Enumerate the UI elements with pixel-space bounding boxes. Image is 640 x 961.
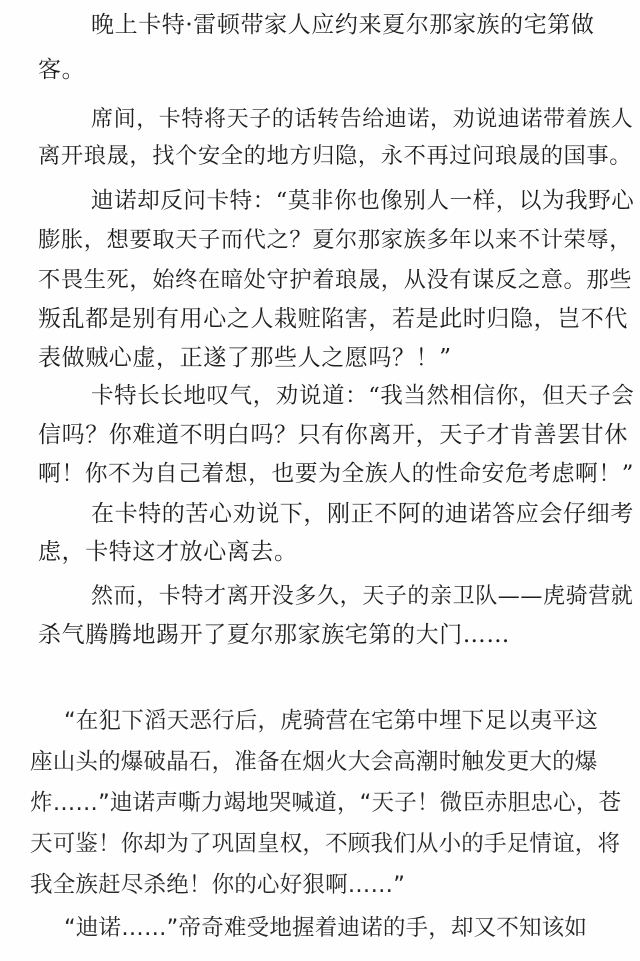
paragraph-line: “迪诺……”帝奇难受地握着迪诺的手，却又不知该如 [64, 915, 588, 941]
paragraph-line: 在卡特的苦心劝说下，刚正不阿的迪诺答应会仔细考 [91, 501, 634, 527]
paragraph-line: 炸……”迪诺声嘶力竭地哭喊道，“天子！微臣赤胆忠心，苍 [30, 790, 622, 816]
paragraph-line: 席间，卡特将天子的话转告给迪诺，劝说迪诺带着族人 [91, 107, 634, 132]
paragraph-line: 迪诺却反问卡特：“莫非你也像别人一样，以为我野心 [91, 188, 635, 214]
paragraph-line: 表做贼心虚，正遂了那些人之愿吗？！” [38, 345, 452, 371]
paragraph-line: 离开琅晟，找个安全的地方归隐，永不再过问琅晟的国事。 [38, 143, 633, 169]
paragraph-line: 晚上卡特·雷顿带家人应约来夏尔那家族的宅第做 [91, 12, 595, 38]
paragraph-line: 信吗？你难道不明白吗？只有你离开，天子才肯善罢甘休 [38, 422, 628, 448]
paragraph-line: 叛乱都是别有用心之人栽赃陷害，若是此时归隐，岂不代 [38, 306, 628, 332]
paragraph-line: 啊！你不为自己着想，也要为全族人的性命安危考虑啊！” [38, 461, 634, 487]
paragraph-line: 不畏生死，始终在暗处守护着琅晟，从没有谋反之意。那些 [38, 267, 633, 293]
paragraph-line: 我全族赶尽杀绝！你的心好狠啊……” [30, 872, 406, 898]
paragraph-line: 天可鉴！你却为了巩固皇权，不顾我们从小的手足情谊，将 [30, 831, 621, 857]
paragraph-line: 座山头的爆破晶石，准备在烟火大会高潮时触发更大的爆 [30, 749, 598, 775]
paragraph-line: 杀气腾腾地踢开了夏尔那家族宅第的大门…… [38, 622, 510, 648]
paragraph-line: 膨胀，想要取天子而代之？夏尔那家族多年以来不计荣辱， [38, 227, 633, 253]
paragraph-line: “在犯下滔天恶行后，虎骑营在宅第中埋下足以夷平这 [64, 708, 598, 734]
paragraph-line: 然而，卡特才离开没多久，天子的亲卫队——虎骑营就 [91, 584, 634, 609]
paragraph-line: 虑，卡特这才放心离去。 [38, 539, 298, 565]
paragraph-line: 卡特长长地叹气，劝说道：“我当然相信你，但天子会 [91, 383, 635, 409]
paragraph-line: 客。 [38, 57, 86, 83]
